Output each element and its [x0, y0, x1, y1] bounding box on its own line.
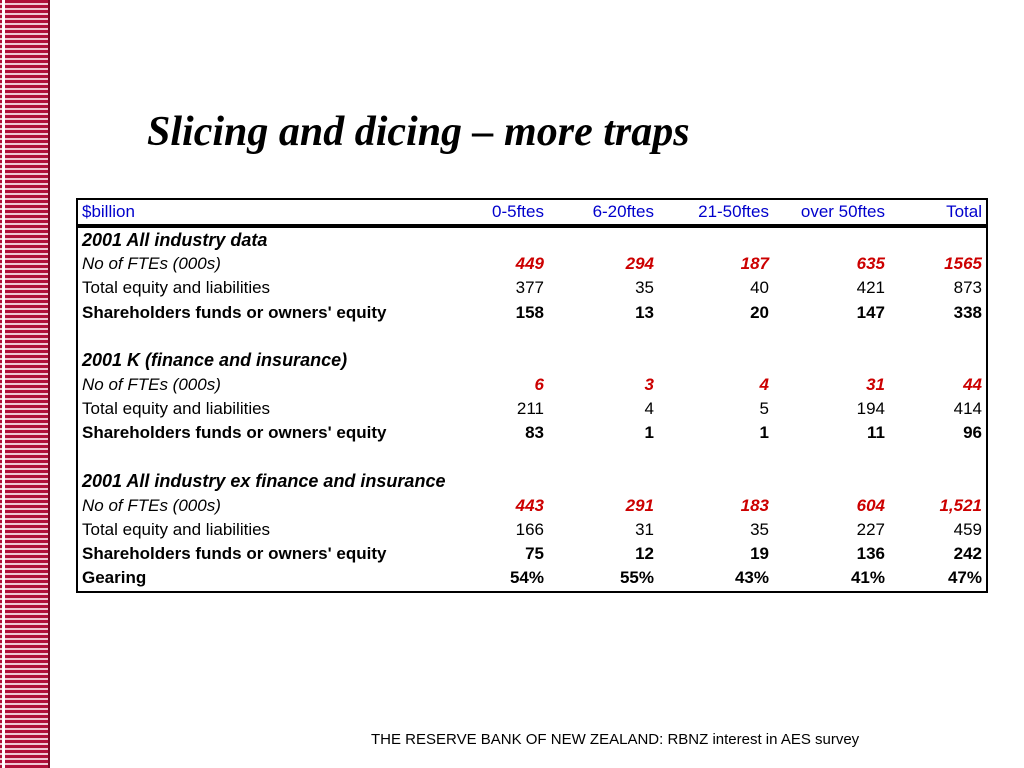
cell: 1 [644, 423, 654, 443]
footer-caption: THE RESERVE BANK OF NEW ZEALAND: RBNZ interest in AES survey [371, 731, 860, 748]
cell: 873 [953, 278, 982, 298]
cell: 31 [866, 375, 885, 395]
table-row [78, 518, 986, 542]
cell: 35 [750, 519, 769, 539]
table-row [78, 301, 986, 325]
cell: 19 [750, 544, 769, 564]
cell: 459 [953, 519, 982, 539]
cell: 158 [515, 302, 544, 322]
header-6-20ftes: 6-20ftes [548, 200, 658, 226]
cell: 166 [515, 519, 544, 539]
cell: 414 [953, 399, 982, 419]
cell: 242 [953, 544, 982, 564]
cell: 44 [963, 375, 982, 395]
cell: 47% [947, 568, 982, 588]
cell: 421 [856, 278, 885, 298]
cell: 31 [635, 519, 654, 539]
cell: 635 [856, 254, 885, 274]
cell: 183 [740, 495, 769, 515]
cell: 96 [963, 423, 982, 443]
header-over-50ftes: over 50ftes [773, 200, 889, 226]
cell: 75 [525, 544, 544, 564]
spacer-row [78, 325, 986, 349]
table-row [78, 397, 986, 421]
cell: 294 [625, 254, 654, 274]
cell: 41% [850, 568, 885, 588]
cell: 449 [515, 254, 544, 274]
section-heading-row [78, 226, 986, 252]
row-label: Shareholders funds or owners' equity [82, 302, 387, 322]
cell: 40 [750, 278, 769, 298]
row-label: Total equity and liabilities [82, 519, 271, 539]
cell: 377 [515, 278, 544, 298]
header-unit: $billion [78, 200, 478, 226]
row-label: Shareholders funds or owners' equity [82, 423, 387, 443]
table-header-row [78, 200, 986, 226]
cell: 136 [856, 544, 885, 564]
section-heading-row [78, 349, 986, 373]
cell: 83 [525, 423, 544, 443]
cell: 11 [867, 423, 885, 443]
cell: 194 [856, 399, 885, 419]
cell: 1,521 [939, 495, 982, 515]
data-table [78, 200, 986, 590]
header-21-50ftes: 21-50ftes [658, 200, 773, 226]
table-row [78, 494, 986, 518]
table-row [78, 542, 986, 566]
cell: 211 [516, 399, 544, 419]
cell: 5 [759, 399, 769, 419]
table-row [78, 276, 986, 300]
row-label: Gearing [82, 568, 147, 588]
cell: 1 [759, 423, 769, 443]
decorative-side-stripe [0, 0, 50, 768]
header-total: Total [889, 200, 986, 226]
cell: 43% [734, 568, 769, 588]
cell: 12 [635, 544, 654, 564]
table-row [78, 373, 986, 397]
cell: 291 [625, 495, 654, 515]
cell: 55% [619, 568, 654, 588]
table-row [78, 566, 986, 590]
row-label: No of FTEs (000s) [82, 375, 221, 395]
row-label: No of FTEs (000s) [82, 495, 221, 515]
cell: 4 [644, 399, 654, 419]
cell: 3 [644, 375, 654, 395]
cell: 227 [856, 519, 885, 539]
cell: 187 [740, 254, 769, 274]
cell: 54% [509, 568, 544, 588]
header-0-5ftes: 0-5ftes [478, 200, 548, 226]
row-label: Shareholders funds or owners' equity [82, 544, 387, 564]
cell: 13 [635, 302, 654, 322]
data-table-frame [76, 198, 988, 593]
cell: 35 [635, 278, 654, 298]
cell: 443 [515, 495, 544, 515]
cell: 6 [534, 375, 544, 395]
cell: 338 [953, 302, 982, 322]
cell: 147 [856, 302, 885, 322]
table-row [78, 421, 986, 445]
section-heading: 2001 All industry ex finance and insurance [82, 471, 446, 492]
section-heading-row [78, 470, 986, 494]
cell: 1565 [944, 254, 982, 274]
spacer-row [78, 446, 986, 470]
row-label: Total equity and liabilities [82, 278, 271, 298]
section-heading: 2001 All industry data [82, 229, 268, 250]
table-row [78, 252, 986, 276]
row-label: No of FTEs (000s) [82, 254, 221, 274]
slide-title: Slicing and dicing – more traps [147, 109, 690, 155]
row-label: Total equity and liabilities [82, 399, 271, 419]
cell: 20 [750, 302, 769, 322]
cell: 604 [856, 495, 885, 515]
cell: 4 [759, 375, 769, 395]
section-heading: 2001 K (finance and insurance) [82, 350, 348, 371]
